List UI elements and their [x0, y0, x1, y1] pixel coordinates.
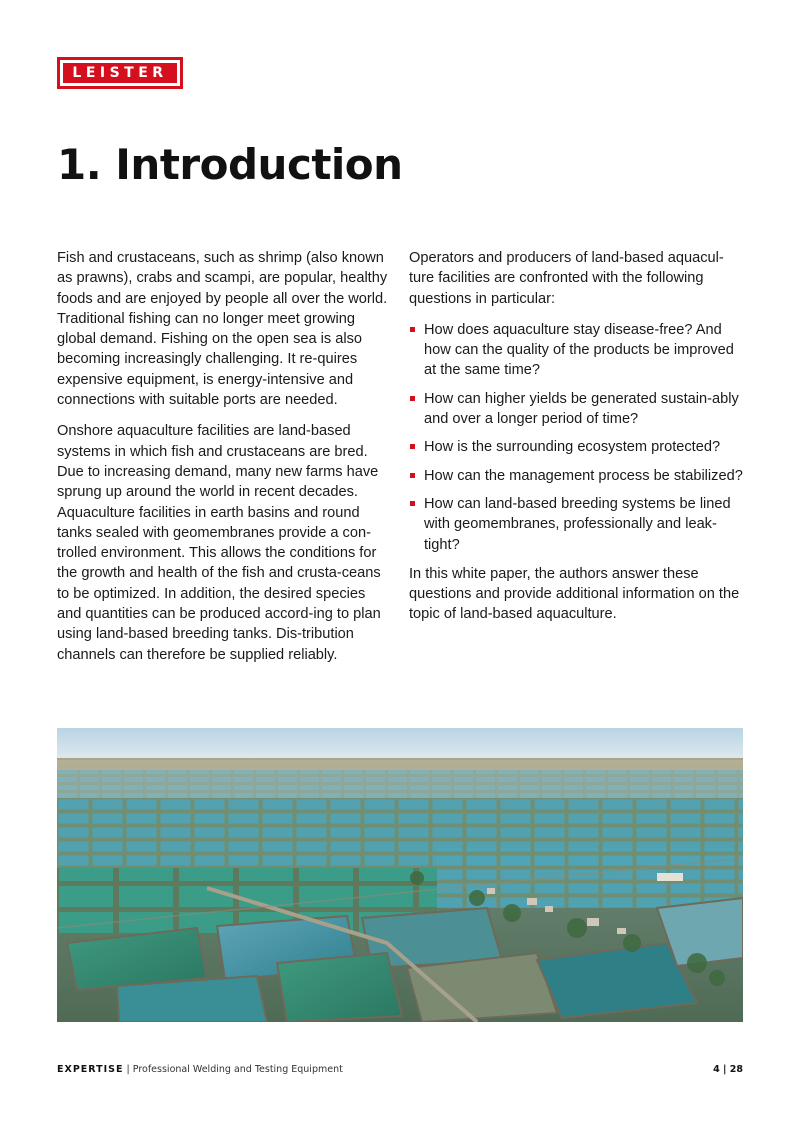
footer-left: [57, 1064, 343, 1075]
square-bullet-icon: [410, 396, 415, 401]
question-text: How is the surrounding ecosystem protected?: [424, 439, 721, 456]
footer-subtitle: Professional Welding and Testing Equipment: [132, 1064, 343, 1075]
questions-intro: Operators and producers of land-based aquacul-ture facilities are confronted with the following questions in particular:: [409, 250, 724, 307]
right-column: [409, 248, 743, 636]
footer-brand: EXPERTISE: [57, 1064, 124, 1075]
paragraph: Fish and crustaceans, such as shrimp (also known as prawns), crabs and scampi, are popular, healthy foods and are enjoyed by people all over the world. Traditional fishing can no longer meet growing global demand. Fishing on the open sea is also becoming increasingly challenging. It re-quires expensive equipment, is energy-intensive and connections with suitable ports are needed.: [57, 250, 388, 409]
page-title: 1. Introduction: [57, 140, 403, 189]
list-item: [409, 466, 743, 486]
square-bullet-icon: [410, 327, 415, 332]
square-bullet-icon: [410, 444, 415, 449]
left-column: [57, 248, 393, 676]
questions-list: [409, 320, 743, 555]
list-item: [409, 494, 743, 555]
logo-text: LEISTER: [63, 63, 177, 83]
square-bullet-icon: [410, 473, 415, 478]
list-item: [409, 389, 743, 430]
paragraph: Onshore aquaculture facilities are land-based systems in which fish and crustaceans are bred. Due to increasing demand, many new farms have sprung up around the world in recent decades. Aquaculture facilities in earth basins and round tanks sealed with geomembranes provide a con-trolled environment. This allows the conditions for the growth and health of the fish and crusta-ceans to be optimized. In addition, the desired species and quantities can be produced accord-ing to plan using land-based breeding tanks. Dis-tribution channels can therefore be supplied reliably.: [57, 423, 381, 663]
aerial-aquaculture-ponds-image: [57, 728, 743, 1022]
question-text: How does aquaculture stay disease-free? And how can the quality of the products be improved at the same time?: [424, 321, 734, 379]
question-text: How can higher yields be generated sustain-ably and over a longer period of time?: [424, 390, 739, 428]
square-bullet-icon: [410, 501, 415, 506]
page-footer: [57, 1064, 743, 1075]
list-item: [409, 320, 743, 381]
page-number: 4 | 28: [713, 1064, 743, 1075]
closing-paragraph: In this white paper, the authors answer these questions and provide additional information on the topic of land-based aquaculture.: [409, 565, 740, 623]
question-text: How can land-based breeding systems be lined with geomembranes, professionally and leak-tight?: [424, 495, 731, 553]
leister-logo: [57, 57, 183, 89]
list-item: [409, 437, 743, 457]
footer-separator: |: [123, 1064, 133, 1075]
question-text: How can the management process be stabilized?: [424, 467, 743, 484]
